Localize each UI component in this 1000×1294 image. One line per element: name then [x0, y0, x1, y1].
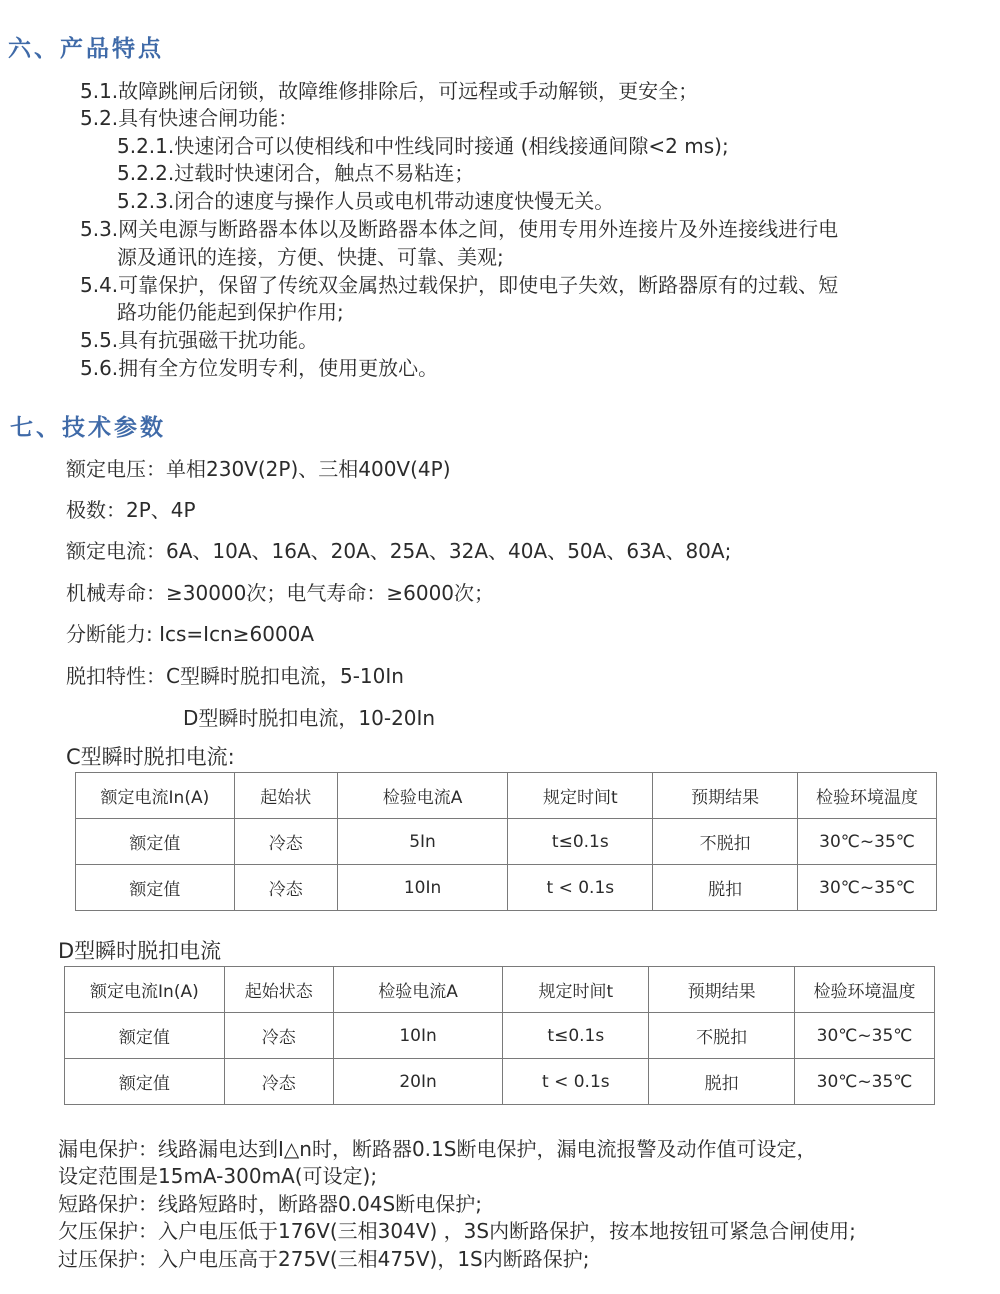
cell: 冷态 — [224, 1013, 333, 1059]
param-breaking-capacity: 分断能力: Ics=Icn≥6000A — [66, 622, 315, 646]
cell: t≤0.1s — [503, 1013, 649, 1059]
cell: 额定值 — [76, 819, 235, 865]
section-7-title: 七、技术参数 — [10, 415, 166, 441]
cell: t < 0.1s — [508, 865, 653, 911]
header-cell: 额定电流In(A) — [76, 773, 235, 819]
feature-item-continued: 源及通讯的连接，方便、快捷、可靠、美观; — [117, 245, 504, 269]
protection-short-circuit: 短路保护：线路短路时，断路器0.04S断电保护; — [58, 1192, 482, 1216]
protection-leakage-range: 设定范围是15mA-300mA(可设定); — [58, 1164, 378, 1188]
param-poles: 极数：2P、4P — [66, 498, 196, 522]
cell: 脱扣 — [653, 865, 798, 911]
param-rated-voltage: 额定电压：单相230V(2P)、三相400V(4P) — [66, 457, 451, 481]
feature-item: 5.5.具有抗强磁干扰功能。 — [80, 328, 319, 352]
protection-undervoltage: 欠压保护：入户电压低于176V(三相304V) ，3S内断路保护，按本地按钮可紧急合闸使用; — [58, 1219, 856, 1243]
feature-subitem: 5.2.3.闭合的速度与操作人员或电机带动速度快慢无关。 — [117, 189, 615, 213]
cell: 不脱扣 — [649, 1013, 795, 1059]
cell: 冷态 — [224, 1059, 333, 1105]
cell: 冷态 — [234, 865, 337, 911]
header-cell: 预期结果 — [649, 967, 795, 1013]
feature-subitem: 5.2.2.过载时快速闭合，触点不易粘连； — [117, 161, 475, 185]
header-cell: 检验环境温度 — [795, 967, 935, 1013]
cell: 额定值 — [76, 865, 235, 911]
feature-item: 5.6.拥有全方位发明专利，使用更放心。 — [80, 356, 439, 380]
section-6-title: 六、产品特点 — [8, 36, 164, 62]
feature-subitem: 5.2.1.快速闭合可以使相线和中性线同时接通 (相线接通间隙<2 ms); — [117, 134, 729, 158]
param-trip-characteristic: 脱扣特性：C型瞬时脱扣电流，5-10In — [66, 664, 404, 688]
cell: 冷态 — [234, 819, 337, 865]
feature-item: 5.3.网关电源与断路器本体以及断路器本体之间，使用专用外连接片及外连接线进行电 — [80, 217, 839, 241]
cell: 30℃~35℃ — [795, 1059, 935, 1105]
protection-overvoltage: 过压保护：入户电压高于275V(三相475V)，1S内断路保护; — [58, 1247, 590, 1271]
param-rated-current: 额定电流：6A、10A、16A、20A、25A、32A、40A、50A、63A、80A; — [66, 539, 732, 563]
cell: 10In — [337, 865, 508, 911]
cell: 不脱扣 — [653, 819, 798, 865]
table-row — [65, 1059, 935, 1105]
table-row — [65, 1013, 935, 1059]
feature-item-continued: 路功能仍能起到保护作用; — [117, 300, 344, 324]
cell: 额定值 — [65, 1013, 225, 1059]
header-cell: 检验环境温度 — [798, 773, 937, 819]
feature-item: 5.2.具有快速合闸功能： — [80, 106, 299, 130]
header-cell: 预期结果 — [653, 773, 798, 819]
protection-leakage: 漏电保护：线路漏电达到I△n时，断路器0.1S断电保护，漏电流报警及动作值可设定， — [58, 1137, 817, 1161]
table-header-row — [65, 967, 935, 1013]
table-row — [76, 865, 937, 911]
feature-item: 5.1.故障跳闸后闭锁，故障维修排除后，可远程或手动解锁，更安全； — [80, 79, 699, 103]
table-c-caption: C型瞬时脱扣电流: — [66, 745, 235, 769]
param-life: 机械寿命：≥30000次；电气寿命：≥6000次； — [66, 581, 495, 605]
cell: t < 0.1s — [503, 1059, 649, 1105]
table-header-row — [76, 773, 937, 819]
header-cell: 检验电流A — [333, 967, 503, 1013]
cell: 30℃~35℃ — [798, 865, 937, 911]
feature-item: 5.4.可靠保护，保留了传统双金属热过载保护，即使电子失效，断路器原有的过载、短 — [80, 273, 839, 297]
table-d-caption: D型瞬时脱扣电流 — [58, 939, 222, 963]
cell: 10In — [333, 1013, 503, 1059]
cell: 30℃~35℃ — [798, 819, 937, 865]
param-trip-characteristic-d: D型瞬时脱扣电流，10-20In — [183, 706, 436, 730]
table-row — [76, 819, 937, 865]
cell: t≤0.1s — [508, 819, 653, 865]
header-cell: 起始状 — [234, 773, 337, 819]
header-cell: 额定电流In(A) — [65, 967, 225, 1013]
cell: 20In — [333, 1059, 503, 1105]
header-cell: 规定时间t — [508, 773, 653, 819]
table-d — [64, 966, 935, 1105]
cell: 5In — [337, 819, 508, 865]
table-c — [75, 772, 937, 911]
cell: 额定值 — [65, 1059, 225, 1105]
header-cell: 起始状态 — [224, 967, 333, 1013]
cell: 30℃~35℃ — [795, 1013, 935, 1059]
header-cell: 规定时间t — [503, 967, 649, 1013]
cell: 脱扣 — [649, 1059, 795, 1105]
header-cell: 检验电流A — [337, 773, 508, 819]
